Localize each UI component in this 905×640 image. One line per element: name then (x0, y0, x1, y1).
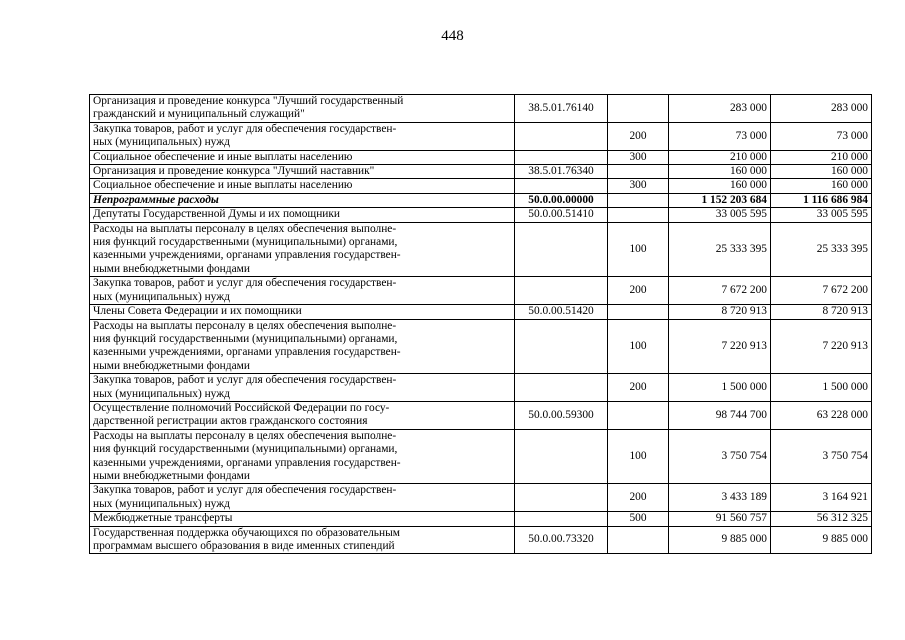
row-name-cell: Осуществление полномочий Российской Федерации по госу- дарственной регистрации актов гражданского состояния (90, 401, 515, 429)
row-amount-1-cell: 3 433 189 (669, 484, 771, 512)
row-amount-2-cell: 8 720 913 (771, 305, 872, 319)
row-name-cell: Социальное обеспечение и иные выплаты населению (90, 150, 515, 164)
row-code-cell: 50.0.00.00000 (515, 193, 608, 207)
row-name-cell: Закупка товаров, работ и услуг для обеспечения государствен- ных (муниципальных) нужд (90, 277, 515, 305)
row-amount-2-cell: 3 750 754 (771, 429, 872, 484)
row-amount-2-cell: 7 672 200 (771, 277, 872, 305)
row-amount-1-cell: 3 750 754 (669, 429, 771, 484)
row-amount-2-cell: 25 333 395 (771, 222, 872, 277)
row-vr-cell: 200 (608, 277, 669, 305)
row-amount-1-cell: 91 560 757 (669, 512, 771, 526)
row-code-cell: 50.0.00.73320 (515, 526, 608, 554)
table-row (90, 305, 872, 319)
table-row (90, 277, 872, 305)
table-row (90, 484, 872, 512)
row-amount-2-cell: 3 164 921 (771, 484, 872, 512)
row-name-cell: Расходы на выплаты персоналу в целях обеспечения выполне- ния функций государственными (муниципальными) органами, казенными учреждениями, органами управления государствен- ными внебюджетными фондами (90, 319, 515, 374)
row-name-cell: Организация и проведение конкурса "Лучший государственный гражданский и муниципальный служащий" (90, 95, 515, 123)
row-vr-cell: 200 (608, 122, 669, 150)
row-code-cell (515, 512, 608, 526)
row-amount-1-cell: 1 152 203 684 (669, 193, 771, 207)
row-code-cell (515, 179, 608, 193)
row-vr-cell (608, 208, 669, 222)
row-amount-1-cell: 73 000 (669, 122, 771, 150)
budget-table-body (90, 95, 872, 554)
row-code-cell (515, 150, 608, 164)
row-amount-2-cell: 7 220 913 (771, 319, 872, 374)
table-row (90, 401, 872, 429)
row-code-cell (515, 122, 608, 150)
row-code-cell: 38.5.01.76140 (515, 95, 608, 123)
row-vr-cell: 300 (608, 179, 669, 193)
row-amount-2-cell: 160 000 (771, 165, 872, 179)
table-row (90, 193, 872, 207)
table-row (90, 319, 872, 374)
row-amount-2-cell: 63 228 000 (771, 401, 872, 429)
table-row (90, 122, 872, 150)
row-code-cell: 50.0.00.51420 (515, 305, 608, 319)
row-amount-1-cell: 7 220 913 (669, 319, 771, 374)
row-name-cell: Расходы на выплаты персоналу в целях обеспечения выполне- ния функций государственными (муниципальными) органами, казенными учреждениями, органами управления государствен- ными внебюджетными фондами (90, 429, 515, 484)
row-name-cell: Социальное обеспечение и иные выплаты населению (90, 179, 515, 193)
row-vr-cell (608, 401, 669, 429)
row-amount-1-cell: 7 672 200 (669, 277, 771, 305)
row-vr-cell: 100 (608, 429, 669, 484)
row-amount-2-cell: 73 000 (771, 122, 872, 150)
table-row (90, 222, 872, 277)
row-name-cell: Закупка товаров, работ и услуг для обеспечения государствен- ных (муниципальных) нужд (90, 374, 515, 402)
row-amount-2-cell: 210 000 (771, 150, 872, 164)
row-vr-cell: 500 (608, 512, 669, 526)
row-amount-1-cell: 1 500 000 (669, 374, 771, 402)
table-row (90, 512, 872, 526)
table-row (90, 374, 872, 402)
row-name-cell: Члены Совета Федерации и их помощники (90, 305, 515, 319)
row-code-cell (515, 429, 608, 484)
row-amount-2-cell: 283 000 (771, 95, 872, 123)
row-amount-2-cell: 160 000 (771, 179, 872, 193)
row-name-cell: Депутаты Государственной Думы и их помощники (90, 208, 515, 222)
row-code-cell (515, 319, 608, 374)
row-vr-cell (608, 95, 669, 123)
row-amount-1-cell: 33 005 595 (669, 208, 771, 222)
table-row (90, 165, 872, 179)
row-vr-cell: 200 (608, 484, 669, 512)
row-vr-cell: 100 (608, 319, 669, 374)
row-code-cell: 38.5.01.76340 (515, 165, 608, 179)
row-vr-cell: 300 (608, 150, 669, 164)
row-code-cell (515, 374, 608, 402)
row-code-cell: 50.0.00.51410 (515, 208, 608, 222)
row-amount-1-cell: 160 000 (669, 165, 771, 179)
row-vr-cell (608, 526, 669, 554)
row-amount-1-cell: 9 885 000 (669, 526, 771, 554)
row-vr-cell: 100 (608, 222, 669, 277)
row-amount-1-cell: 160 000 (669, 179, 771, 193)
page-number: 448 (441, 28, 464, 44)
row-amount-1-cell: 25 333 395 (669, 222, 771, 277)
row-name-cell: Непрограммные расходы (90, 193, 515, 207)
row-name-cell: Межбюджетные трансферты (90, 512, 515, 526)
row-name-cell: Государственная поддержка обучающихся по образовательным программам высшего образования в виде именных стипендий (90, 526, 515, 554)
row-name-cell: Закупка товаров, работ и услуг для обеспечения государствен- ных (муниципальных) нужд (90, 484, 515, 512)
budget-table (89, 94, 872, 554)
row-amount-2-cell: 1 116 686 984 (771, 193, 872, 207)
row-amount-1-cell: 8 720 913 (669, 305, 771, 319)
row-name-cell: Закупка товаров, работ и услуг для обеспечения государствен- ных (муниципальных) нужд (90, 122, 515, 150)
table-row (90, 150, 872, 164)
table-row (90, 429, 872, 484)
row-amount-1-cell: 283 000 (669, 95, 771, 123)
row-amount-2-cell: 1 500 000 (771, 374, 872, 402)
row-amount-2-cell: 56 312 325 (771, 512, 872, 526)
row-amount-2-cell: 9 885 000 (771, 526, 872, 554)
table-row (90, 526, 872, 554)
row-code-cell (515, 222, 608, 277)
table-row (90, 179, 872, 193)
row-vr-cell (608, 193, 669, 207)
row-code-cell (515, 277, 608, 305)
table-row (90, 95, 872, 123)
row-vr-cell: 200 (608, 374, 669, 402)
row-amount-1-cell: 98 744 700 (669, 401, 771, 429)
row-amount-2-cell: 33 005 595 (771, 208, 872, 222)
row-amount-1-cell: 210 000 (669, 150, 771, 164)
row-vr-cell (608, 165, 669, 179)
row-code-cell (515, 484, 608, 512)
row-name-cell: Организация и проведение конкурса "Лучший наставник" (90, 165, 515, 179)
row-code-cell: 50.0.00.59300 (515, 401, 608, 429)
table-row (90, 208, 872, 222)
row-name-cell: Расходы на выплаты персоналу в целях обеспечения выполне- ния функций государственными (муниципальными) органами, казенными учреждениями, органами управления государствен- ными внебюджетными фондами (90, 222, 515, 277)
row-vr-cell (608, 305, 669, 319)
